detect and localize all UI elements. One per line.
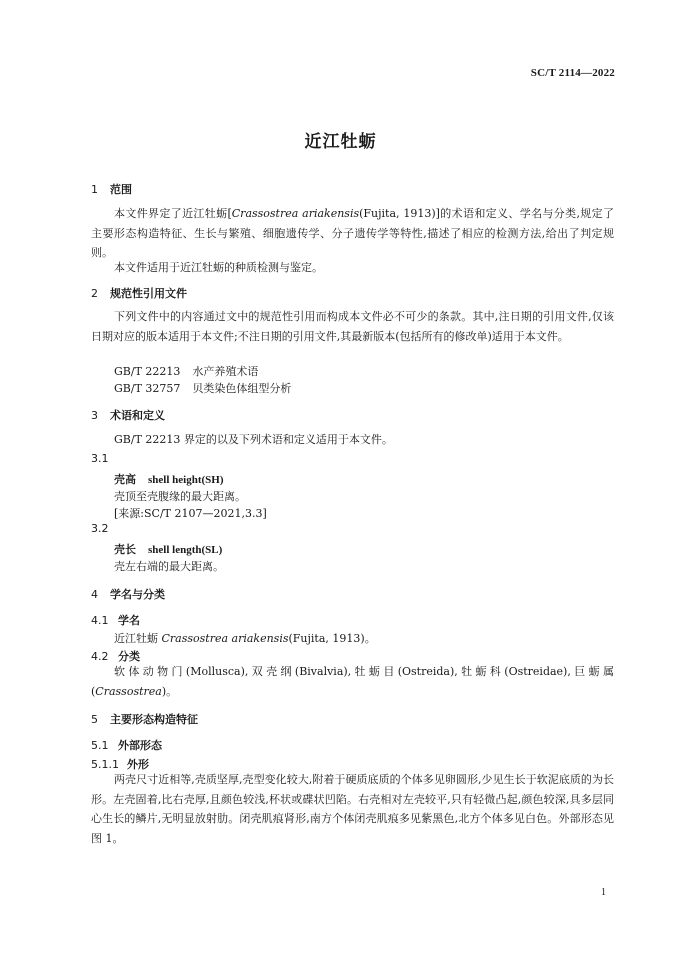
section-number: 1 — [91, 183, 98, 196]
section-number: 5 — [91, 713, 98, 726]
scientific-name-line — [114, 630, 376, 646]
section-5-heading — [91, 711, 198, 727]
section-number: 3 — [91, 409, 98, 422]
term-number: 3.1 — [91, 452, 109, 465]
subsection-5-1-heading — [91, 737, 162, 753]
term-source: [来源:SC/T 2107—2021,3.3] — [114, 507, 267, 520]
subsection-title: 外部形态 — [118, 739, 162, 752]
section-title: 术语和定义 — [110, 409, 165, 422]
scope-paragraph — [91, 204, 614, 263]
text: 本文件界定了近江牡蛎[ — [114, 207, 232, 220]
genus-name: Crassostrea — [95, 684, 162, 698]
reference-code: GB/T 22213 — [114, 365, 181, 378]
reference-item — [114, 363, 258, 379]
subsection-title: 学名 — [118, 614, 140, 627]
section-title: 主要形态构造特征 — [110, 713, 198, 726]
term-en: shell length(SL) — [148, 544, 223, 556]
text: (Fujita, 1913)。 — [288, 632, 376, 645]
text: )。 — [161, 684, 178, 698]
section-title: 范围 — [110, 183, 132, 196]
external-shape-paragraph: 两壳尺寸近相等,壳质坚厚,壳型变化较大,附着于硬质底质的个体多见卵圆形,少见生长于软泥底质的为长形。左壳固着,比右壳厚,且颜色较浅,杯状或碟状凹陷。右壳相对左壳较平,只有轻微凸起,颜色较深,具多层同心生长的鳞片,无明显放射肋。闭壳肌痕肾形,南方个体闭壳肌痕多见紫黑色,北方个体多见白色。外部形态见图 1。 — [91, 773, 614, 845]
section-number: 4 — [91, 588, 98, 601]
term-zh: 壳高 — [114, 473, 136, 486]
term-number: 3.2 — [91, 522, 109, 535]
text: 近江牡蛎 — [114, 632, 162, 645]
subsection-title: 外形 — [127, 758, 149, 771]
text: (Fujita, 1913)]的术语和定义、学名与分类,规定了主要形态构造特征、生长与繁殖、细胞遗传学、分子遗传学等特性,描述了相应的检测方法,给出了判定规则。 — [91, 207, 614, 259]
scientific-name: Crassostrea ariakensis — [161, 632, 289, 645]
classification-paragraph — [91, 662, 614, 701]
text: 软体动物门(Mollusca),双壳纲(Bivalvia),牡蛎目(Ostreida),牡蛎科(Ostreidae),巨蛎属( — [91, 665, 614, 698]
section-3-heading — [91, 407, 165, 423]
subsection-title: 分类 — [118, 650, 140, 663]
term-definition: 壳顶至壳腹缘的最大距离。 — [114, 490, 246, 503]
reference-item — [114, 380, 291, 396]
reference-title: 水产养殖术语 — [192, 365, 259, 378]
term-zh: 壳长 — [114, 543, 136, 556]
scope-applicability: 本文件适用于近江牡蛎的种质检测与鉴定。 — [114, 261, 323, 274]
standard-number: SC/T 2114—2022 — [530, 67, 615, 79]
section-4-heading — [91, 586, 165, 602]
scientific-name: Crassostrea ariakensis — [231, 207, 360, 220]
section-title: 规范性引用文件 — [110, 287, 187, 300]
section-number: 2 — [91, 287, 98, 300]
term-en: shell height(SH) — [148, 474, 224, 486]
reference-title: 贝类染色体组型分析 — [192, 382, 292, 395]
section-1-heading — [91, 181, 132, 197]
section-2-heading — [91, 285, 187, 301]
normative-references-paragraph: 下列文件中的内容通过文中的规范性引用而构成本文件必不可少的条款。其中,注日期的引用文件,仅该日期对应的版本适用于本文件;不注日期的引用文件,其最新版本(包括所有的修改单)适用于本文件。 — [91, 310, 614, 343]
subsection-number: 4.2 — [91, 650, 109, 663]
subsection-number: 5.1.1 — [91, 758, 119, 771]
subsection-4-1-heading — [91, 612, 140, 628]
reference-code: GB/T 32757 — [114, 382, 181, 395]
term-definition: 壳左右端的最大距离。 — [114, 560, 224, 573]
term-shell-length — [114, 541, 222, 557]
section-title: 学名与分类 — [110, 588, 165, 601]
document-title: 近江牡蛎 — [304, 132, 377, 152]
page-number: 1 — [601, 887, 606, 898]
terms-intro: GB/T 22213 界定的以及下列术语和定义适用于本文件。 — [114, 433, 393, 446]
term-shell-height — [114, 471, 223, 487]
subsection-number: 5.1 — [91, 739, 109, 752]
subsection-number: 4.1 — [91, 614, 109, 627]
